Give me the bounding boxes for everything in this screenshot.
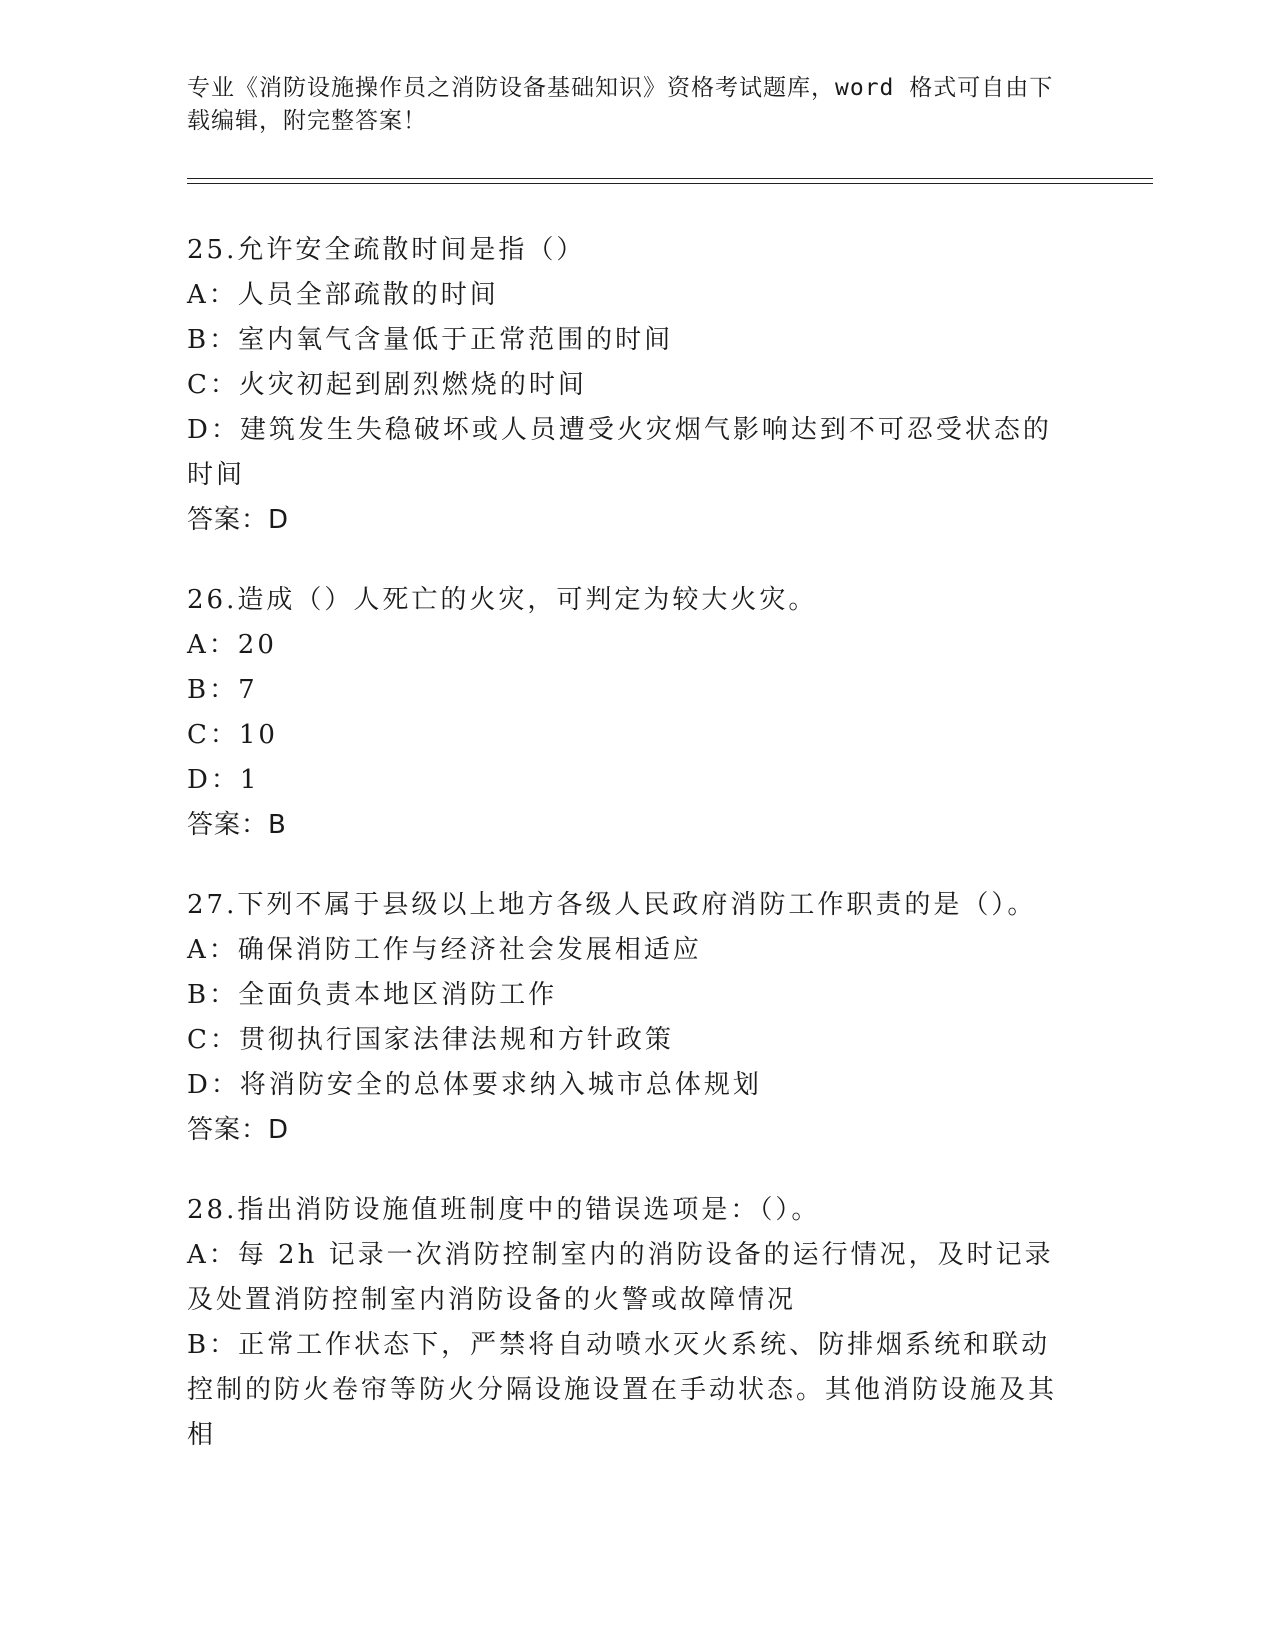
question-stem: 28.指出消防设施值班制度中的错误选项是：（）。 [187, 1195, 821, 1225]
option-a: A：每 2h 记录一次消防控制室内的消防设备的运行情况，及时记录及处置消防控制室内消防设备的火警或故障情况 [187, 1240, 1054, 1315]
option-b: B：7 [187, 675, 258, 705]
option-a: A：20 [187, 630, 277, 660]
option-c: C：贯彻执行国家法律法规和方针政策 [187, 1025, 674, 1055]
question-28 [187, 1188, 1067, 1458]
option-b: B：全面负责本地区消防工作 [187, 980, 558, 1010]
option-d: D：将消防安全的总体要求纳入城市总体规划 [187, 1070, 762, 1100]
option-c: C：10 [187, 720, 278, 750]
option-a: A：人员全部疏散的时间 [187, 280, 499, 310]
question-stem: 26.造成（）人死亡的火灾，可判定为较大火灾。 [187, 585, 818, 615]
answer: 答案：D [187, 505, 290, 535]
answer: 答案：B [187, 810, 287, 840]
header-divider [187, 178, 1153, 184]
question-stem: 27.下列不属于县级以上地方各级人民政府消防工作职责的是（）。 [187, 890, 1037, 920]
option-a: A：确保消防工作与经济社会发展相适应 [187, 935, 702, 965]
question-stem: 25.允许安全疏散时间是指（） [187, 235, 586, 265]
question-25 [187, 228, 1067, 543]
question-26 [187, 578, 1067, 848]
option-b: B：室内氧气含量低于正常范围的时间 [187, 325, 674, 355]
option-d: D：1 [187, 765, 260, 795]
document-header: 专业《消防设施操作员之消防设备基础知识》资格考试题库，word 格式可自由下载编辑，附完整答案！ [187, 75, 1054, 134]
option-b: B：正常工作状态下，严禁将自动喷水灭火系统、防排烟系统和联动控制的防火卷帘等防火分隔设施设置在手动状态。其他消防设施及其相 [187, 1330, 1058, 1450]
question-27 [187, 883, 1067, 1153]
answer: 答案：D [187, 1115, 290, 1145]
option-c: C：火灾初起到剧烈燃烧的时间 [187, 370, 587, 400]
option-d: D：建筑发生失稳破坏或人员遭受火灾烟气影响达到不可忍受状态的时间 [187, 415, 1052, 490]
